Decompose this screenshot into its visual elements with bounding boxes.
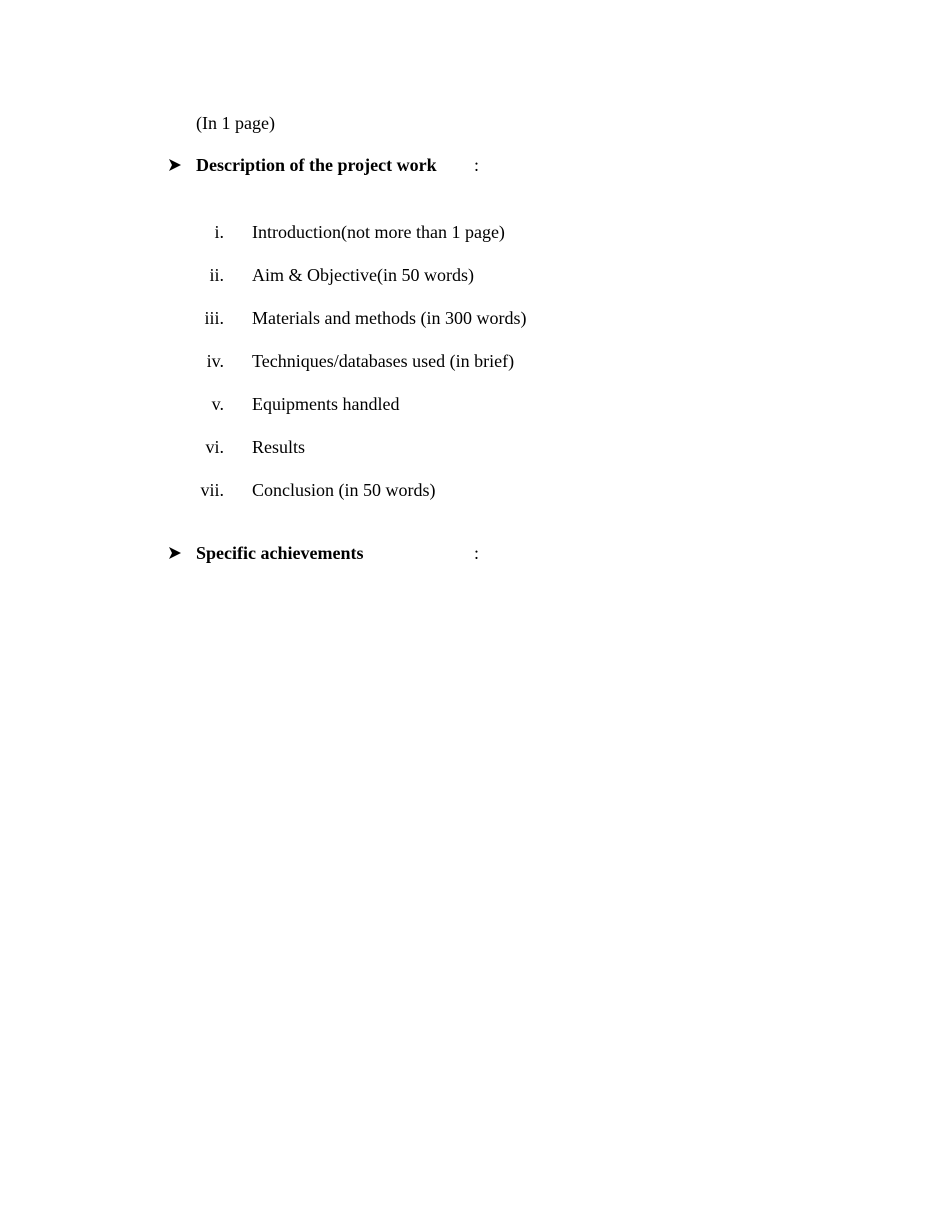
list-item-text: Introduction(not more than 1 page): [252, 222, 505, 242]
list-item: [0, 307, 950, 350]
section-heading: Specific achievements: [196, 543, 364, 563]
list-item: [0, 436, 950, 479]
list-item-number: vii.: [200, 480, 224, 500]
list-item-number: iii.: [204, 308, 224, 328]
list-item: [0, 264, 950, 307]
list-item-number: i.: [214, 222, 224, 242]
list-item: [0, 393, 950, 436]
list-item-text: Materials and methods (in 300 words): [252, 308, 527, 328]
list-item: [0, 350, 950, 393]
list-item-text: Conclusion (in 50 words): [252, 480, 436, 500]
list-item-number: vi.: [205, 437, 224, 457]
section-colon: :: [474, 155, 480, 175]
section-achievements: [0, 542, 950, 564]
list-item: [0, 221, 950, 264]
list-item-number: ii.: [209, 265, 224, 285]
content-list: [0, 221, 950, 522]
arrowhead-bullet-icon: [166, 154, 184, 176]
list-item-number: v.: [211, 394, 224, 414]
list-item-number: iv.: [206, 351, 224, 371]
list-item-text: Aim & Objective(in 50 words): [252, 265, 474, 285]
arrowhead-bullet-icon: [166, 542, 184, 564]
section-description: [0, 154, 950, 176]
list-item: [0, 479, 950, 522]
list-item-text: Equipments handled: [252, 394, 400, 414]
section-heading: Description of the project work: [196, 155, 437, 175]
section-colon: :: [474, 543, 480, 563]
list-item-text: Results: [252, 437, 306, 457]
list-item-text: Techniques/databases used (in brief): [252, 351, 515, 371]
page-note: (In 1 page): [196, 113, 275, 133]
